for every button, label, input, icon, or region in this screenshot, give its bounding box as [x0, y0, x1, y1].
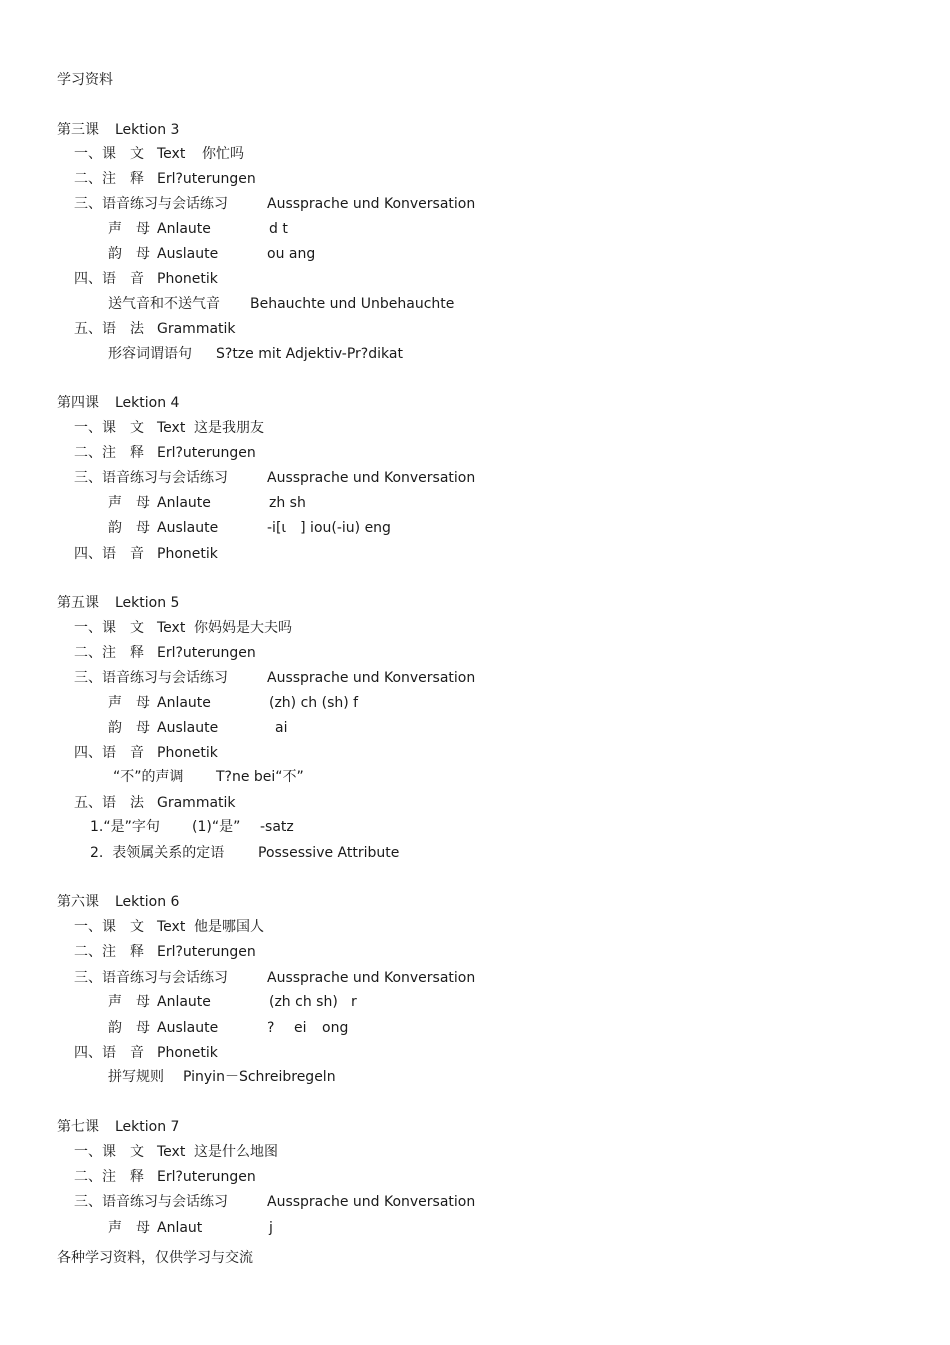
- row-value: (zh ch sh): [269, 994, 338, 1010]
- row-term: Anlaute: [157, 695, 211, 711]
- row-label: 三、语音练习与会话练习: [74, 470, 228, 486]
- row-label: 一、课 文: [74, 919, 144, 935]
- lesson-title-de: Lektion 7: [115, 1119, 180, 1135]
- row-term: Phonetik: [157, 271, 218, 287]
- row-label: 四、语 音: [74, 745, 144, 761]
- row-label: 二、注 释: [74, 1169, 144, 1185]
- row-label: 五、语 法: [74, 321, 144, 337]
- row-label: 韵 母: [108, 520, 150, 536]
- row-value: ou ang: [267, 246, 316, 262]
- row-term: Anlaute: [157, 221, 211, 237]
- row-label: 一、课 文: [74, 1144, 144, 1160]
- row-value: zh sh: [269, 495, 306, 511]
- row-term: Auslaute: [157, 720, 219, 736]
- lesson-title-de: Lektion 3: [115, 122, 180, 138]
- row-label: 韵 母: [108, 720, 150, 736]
- page-header: [57, 71, 113, 125]
- row-value: -i[ι ] iou(-iu) eng: [267, 520, 391, 536]
- row-term: Auslaute: [157, 246, 219, 262]
- row-value: ong: [322, 1020, 349, 1036]
- row-value: -satz: [260, 819, 294, 835]
- row-term: Phonetik: [157, 1045, 218, 1061]
- row-value: ei: [294, 1020, 307, 1036]
- row-term: Grammatik: [157, 795, 236, 811]
- row-term: T?ne bei“不”: [216, 769, 304, 785]
- row-term: Aussprache und Konversation: [267, 1194, 476, 1210]
- row-label: 2. 表领属关系的定语: [90, 845, 225, 861]
- row-value: (zh) ch (sh) f: [269, 695, 359, 711]
- row-term: Anlaute: [157, 495, 211, 511]
- row-label: 韵 母: [108, 1020, 150, 1036]
- lesson-title-de: Lektion 6: [115, 894, 180, 910]
- row-term: Erl?uterungen: [157, 645, 256, 661]
- lesson-title-zh: 第三课: [57, 122, 99, 138]
- row-label: “不”的声调: [113, 769, 184, 785]
- row-term: Erl?uterungen: [157, 445, 256, 461]
- row-term: Phonetik: [157, 745, 218, 761]
- lesson-title-zh: 第五课: [57, 595, 99, 611]
- lesson-title-de: Lektion 4: [115, 395, 180, 411]
- row-term: Phonetik: [157, 546, 218, 562]
- row-term: Aussprache und Konversation: [267, 196, 476, 212]
- row-label: 三、语音练习与会话练习: [74, 1194, 228, 1210]
- row-term: Text: [157, 420, 186, 436]
- row-label: 三、语音练习与会话练习: [74, 196, 228, 212]
- row-value: d t: [269, 221, 288, 237]
- page-footer: [57, 1249, 253, 1303]
- row-term: Auslaute: [157, 1020, 219, 1036]
- row-term: Erl?uterungen: [157, 1169, 256, 1185]
- row-label: 一、课 文: [74, 146, 144, 162]
- lesson-title-de: Lektion 5: [115, 595, 180, 611]
- row-value: ?: [267, 1020, 275, 1036]
- row-term: Erl?uterungen: [157, 944, 256, 960]
- header-text: 学习资料: [57, 72, 113, 88]
- row-label: 四、语 音: [74, 546, 144, 562]
- row-value: 他是哪国人: [194, 919, 264, 935]
- row-term: Aussprache und Konversation: [267, 970, 476, 986]
- row-label: 二、注 释: [74, 171, 144, 187]
- row-term: Anlaute: [157, 994, 211, 1010]
- row-label: 三、语音练习与会话练习: [74, 670, 228, 686]
- row-value: 这是我朋友: [194, 420, 264, 436]
- row-term: Erl?uterungen: [157, 171, 256, 187]
- row-term: Text: [157, 620, 186, 636]
- lesson-title-zh: 第四课: [57, 395, 99, 411]
- row-label: 二、注 释: [74, 445, 144, 461]
- row-value: j: [269, 1220, 273, 1236]
- row-term: Aussprache und Konversation: [267, 470, 476, 486]
- row-value: 你妈妈是大夫吗: [194, 620, 292, 636]
- row-label: 声 母: [108, 695, 150, 711]
- row-value: 这是什么地图: [194, 1144, 278, 1160]
- row-label: 拼写规则: [108, 1069, 164, 1085]
- row-label: 一、课 文: [74, 620, 144, 636]
- row-term: Text: [157, 146, 186, 162]
- row-label: 1.“是”字句: [90, 819, 160, 835]
- row-label: 二、注 释: [74, 944, 144, 960]
- row-label: 五、语 法: [74, 795, 144, 811]
- row-term: Behauchte und Unbehauchte: [250, 296, 455, 312]
- row-label: 声 母: [108, 994, 150, 1010]
- row-term: (1)“是”: [192, 819, 241, 835]
- row-label: 三、语音练习与会话练习: [74, 970, 228, 986]
- row-term: Anlaut: [157, 1220, 203, 1236]
- row-label: 形容词谓语句: [108, 346, 192, 362]
- row-label: 韵 母: [108, 246, 150, 262]
- row-value: ai: [275, 720, 288, 736]
- row-value: 你忙吗: [202, 146, 244, 162]
- row-term: Pinyin－Schreibregeln: [183, 1069, 336, 1085]
- lesson-title-zh: 第七课: [57, 1119, 99, 1135]
- row-label: 一、课 文: [74, 420, 144, 436]
- row-label: 声 母: [108, 221, 150, 237]
- row-label: 四、语 音: [74, 1045, 144, 1061]
- footer-text: 各种学习资料，仅供学习与交流: [57, 1250, 253, 1266]
- row-term: Text: [157, 1144, 186, 1160]
- row-term: Possessive Attribute: [258, 845, 400, 861]
- row-term: S?tze mit Adjektiv-Pr?dikat: [216, 346, 403, 362]
- row-label: 声 母: [108, 495, 150, 511]
- row-term: Aussprache und Konversation: [267, 670, 476, 686]
- lesson-title-zh: 第六课: [57, 894, 99, 910]
- row-value: r: [351, 994, 357, 1010]
- row-label: 声 母: [108, 1220, 150, 1236]
- row-label: 送气音和不送气音: [108, 296, 220, 312]
- row-label: 四、语 音: [74, 271, 144, 287]
- row-term: Auslaute: [157, 520, 219, 536]
- row-label: 二、注 释: [74, 645, 144, 661]
- row-term: Grammatik: [157, 321, 236, 337]
- row-term: Text: [157, 919, 186, 935]
